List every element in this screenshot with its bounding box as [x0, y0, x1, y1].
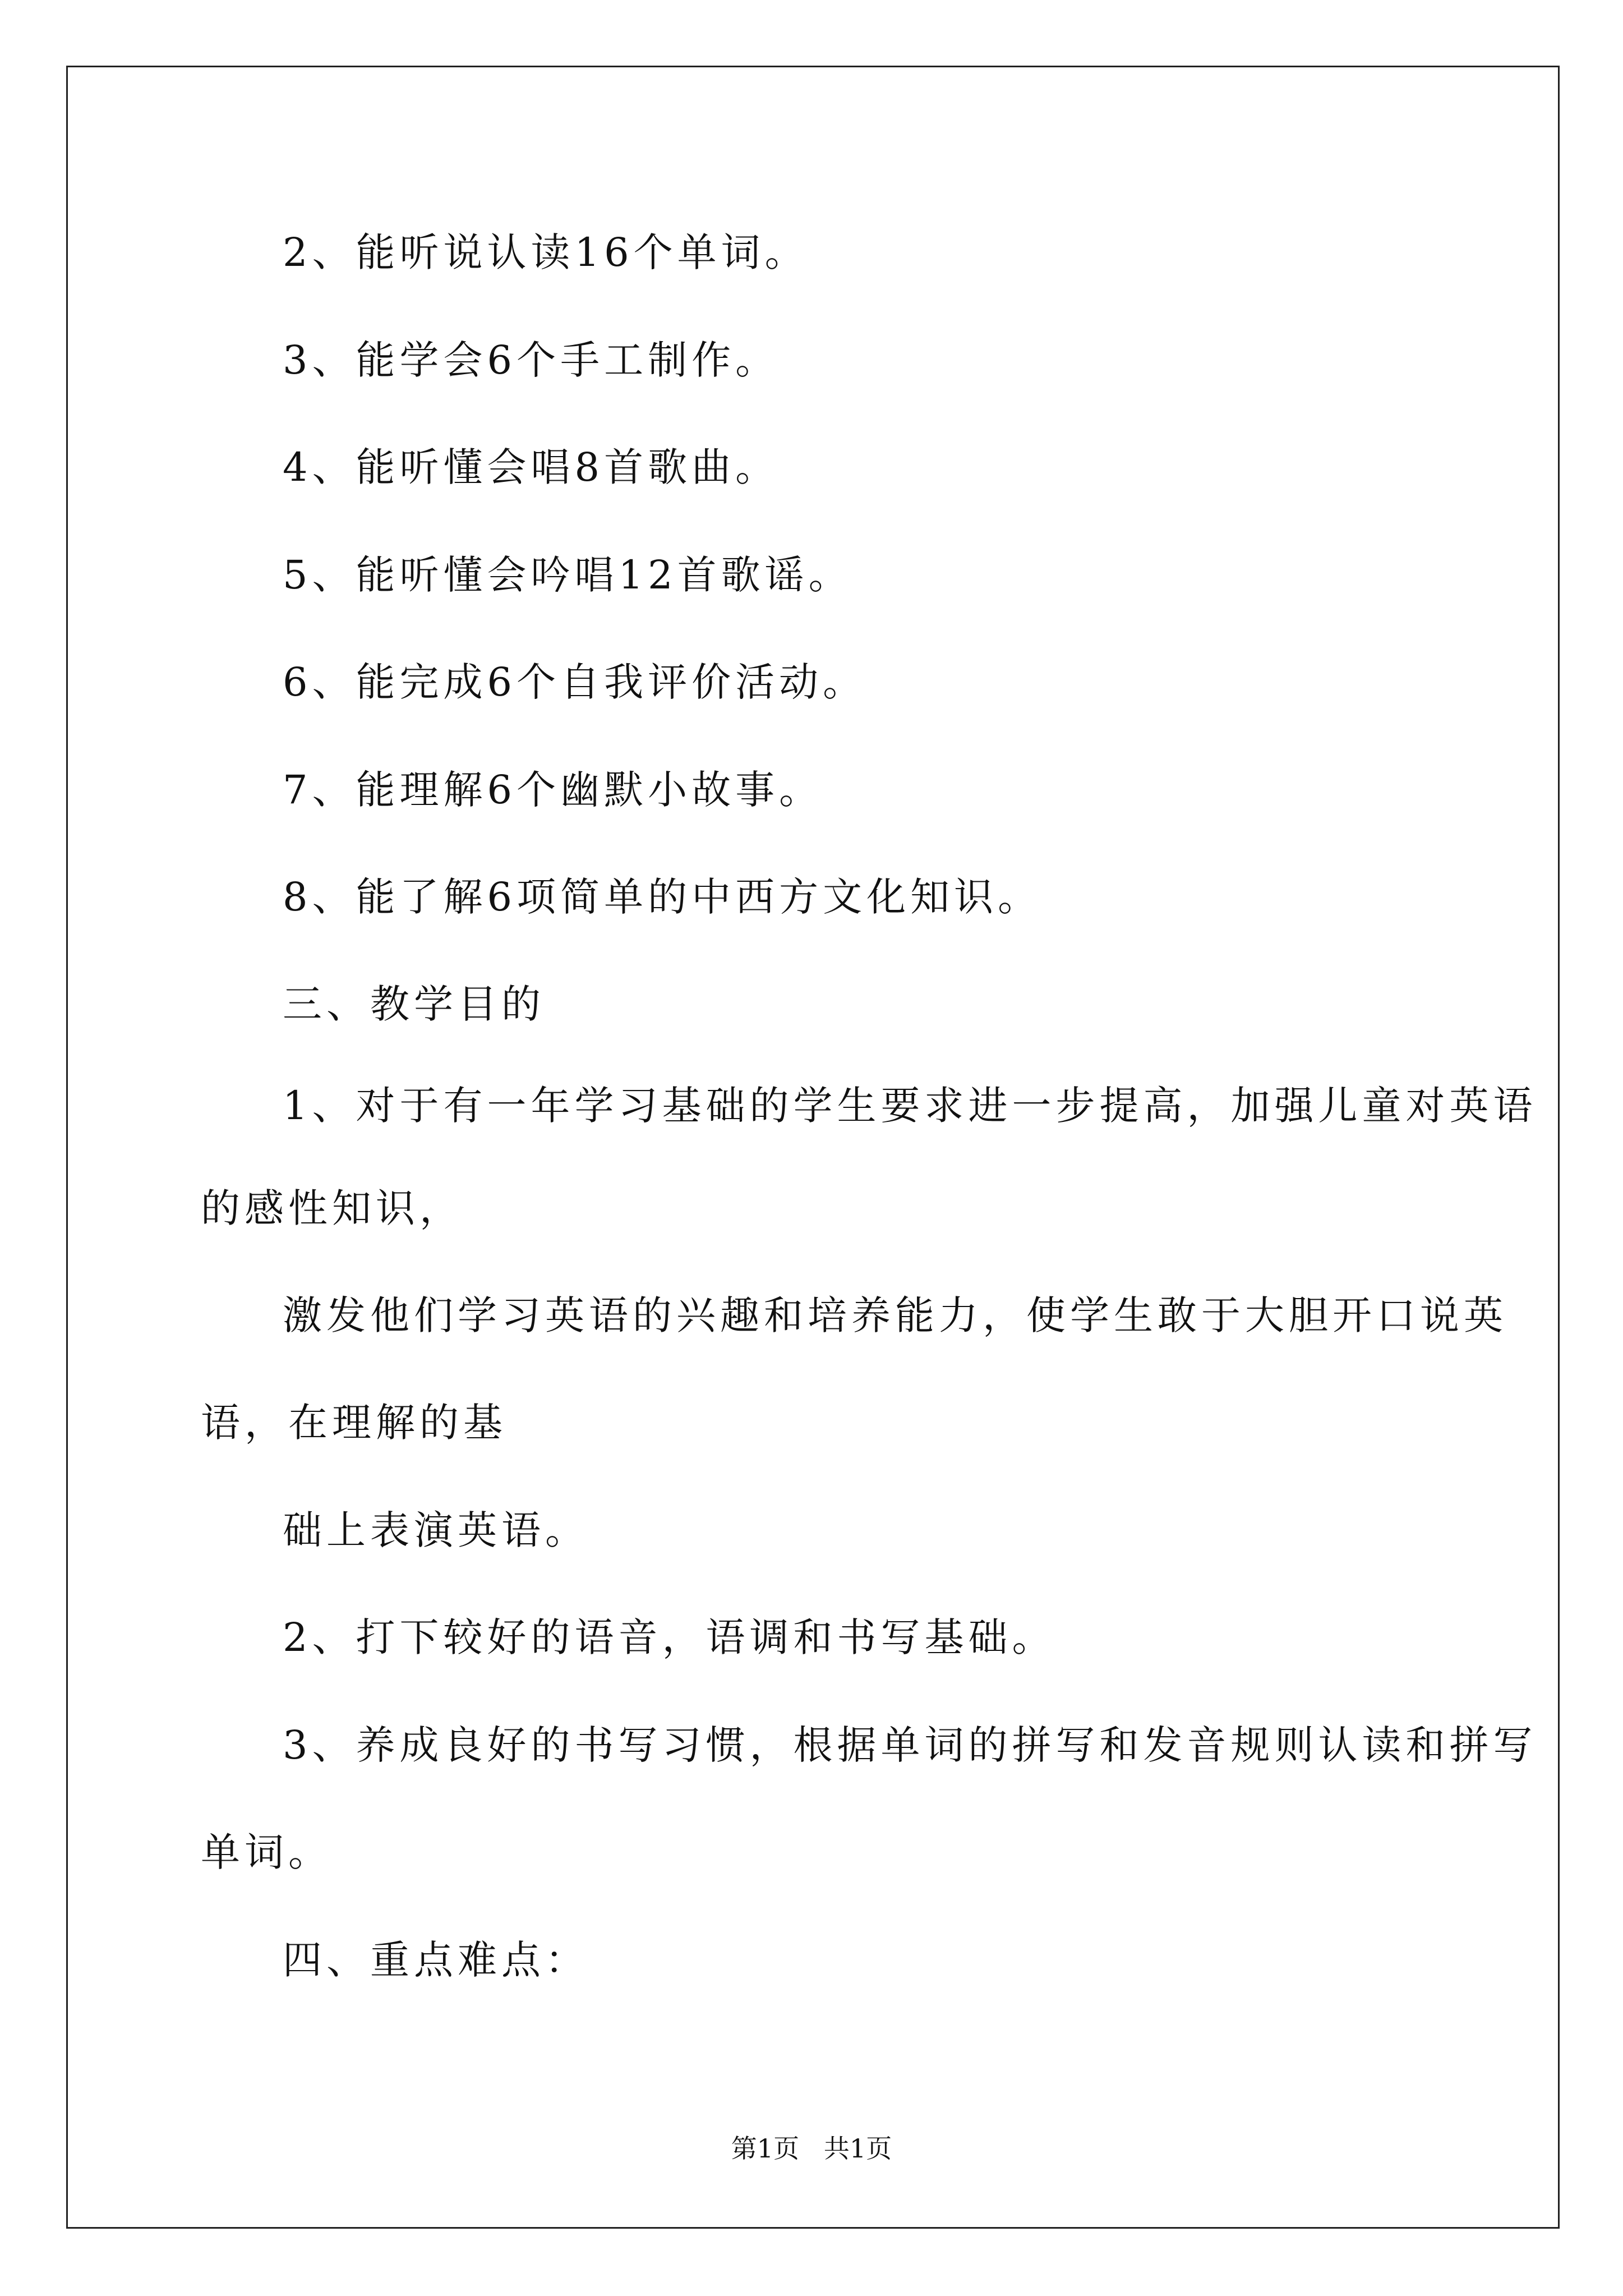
- text-line: 3、养成良好的书写习惯，根据单词的拼写和发音规则认读和拼写: [283, 1722, 1537, 1768]
- page-border: [66, 66, 1560, 2229]
- text-line: 础上表演英语。: [283, 1507, 589, 1553]
- section-heading: 三、教学目的: [283, 981, 545, 1027]
- page-number-footer: 第1页 共1页: [731, 2133, 892, 2164]
- text-line: 5、能听懂会吟唱12首歌谣。: [283, 552, 852, 598]
- text-line: 激发他们学习英语的兴趣和培养能力，使学生敢于大胆开口说英: [283, 1292, 1507, 1338]
- text-line: 单词。: [201, 1829, 332, 1875]
- text-line: 3、能学会6个手工制作。: [283, 337, 780, 383]
- text-line: 4、能听懂会唱8首歌曲。: [283, 444, 780, 490]
- text-line: 6、能完成6个自我评价活动。: [283, 659, 867, 705]
- text-line: 2、能听说认读16个单词。: [283, 229, 809, 275]
- text-line: 1、对于有一年学习基础的学生要求进一步提高，加强儿童对英语: [283, 1083, 1537, 1129]
- text-line: 7、能理解6个幽默小故事。: [283, 767, 823, 813]
- text-line: 2、打下较好的语音，语调和书写基础。: [283, 1614, 1056, 1660]
- text-line: 语，在理解的基: [201, 1400, 507, 1446]
- text-line: 的感性知识，: [201, 1185, 463, 1231]
- section-heading: 四、重点难点：: [283, 1937, 589, 1983]
- text-line: 8、能了解6项简单的中西方文化知识。: [283, 874, 1042, 920]
